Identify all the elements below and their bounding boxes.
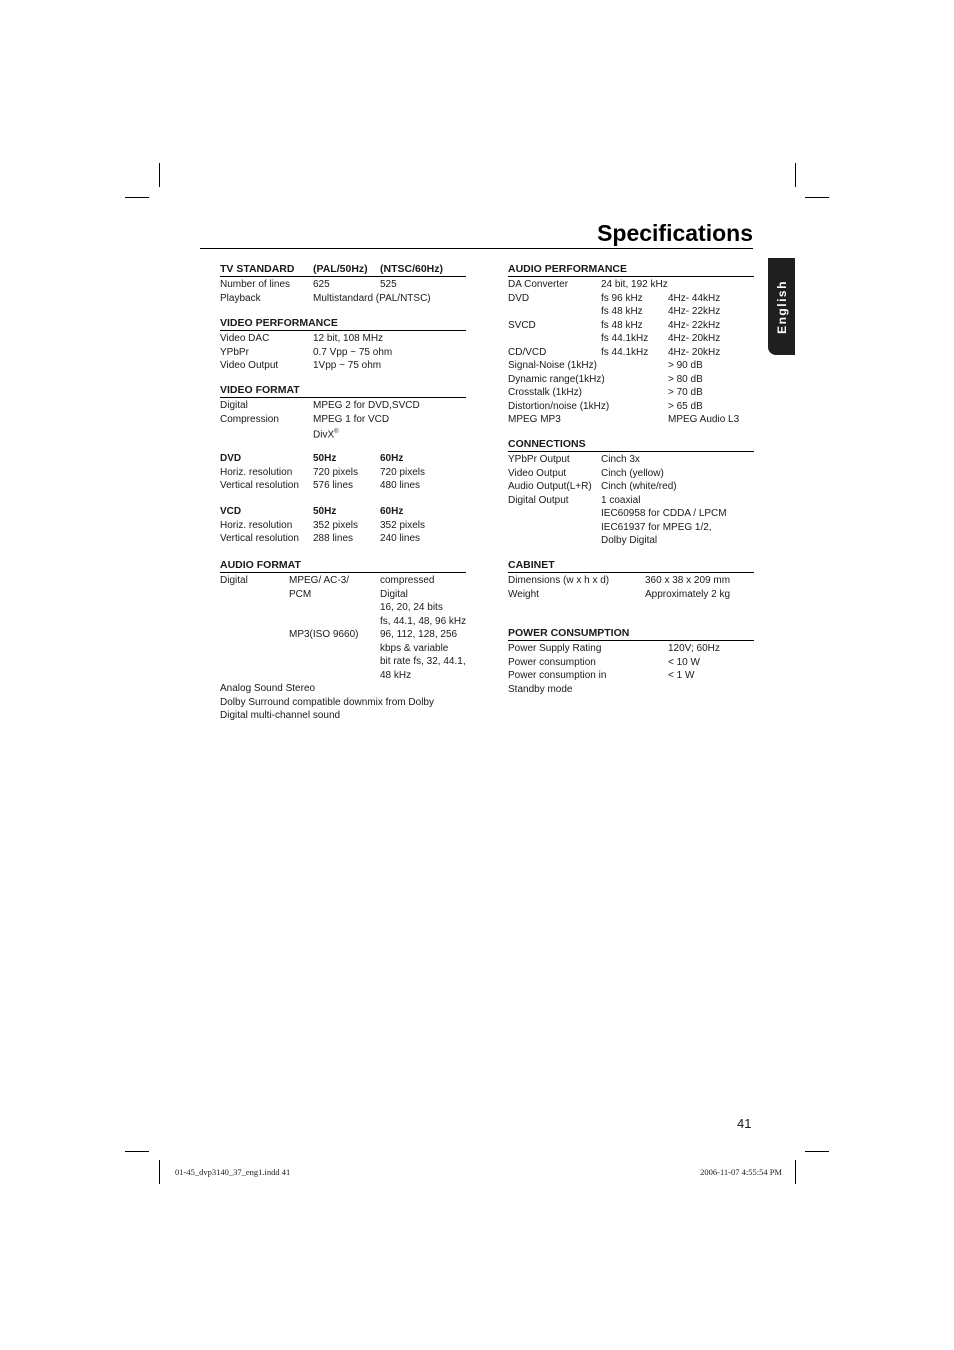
title-rule [200,248,753,249]
table-row [508,305,754,319]
table-row [508,346,754,360]
vcd-section [220,505,466,546]
row-value: 96, 112, 128, 256 [380,629,458,640]
row-label: Video DAC [220,333,270,344]
row-value: PCM [289,588,312,600]
row-value: < 1 W [668,670,695,681]
row-label: Power consumption [508,656,596,668]
row-value: Cinch (white/red) [601,481,677,492]
note-line: Digital multi-channel sound [220,710,341,721]
table-row [508,332,754,346]
row-value: 360 x 38 x 209 mm [645,575,731,586]
table-row [508,413,754,427]
row-value: 352 pixels [313,519,359,531]
table-row [508,574,754,588]
row-value: 4Hz- 22kHz [668,306,721,317]
crop-mark [125,197,149,198]
section-heading: CONNECTIONS [508,438,754,452]
table-row [220,519,466,533]
table-row [220,655,466,669]
row-label: Crosstalk (1kHz) [508,387,582,398]
row-label: Signal-Noise (1kHz) [508,360,597,371]
row-value: 720 pixels [313,466,359,478]
row-label: Vertical resolution [220,533,299,544]
tv-standard-section [220,263,466,305]
row-label: Audio Output(L+R) [508,481,592,492]
row-value [313,426,339,442]
crop-mark [805,1151,829,1152]
row-label: Video Output [508,467,567,479]
table-row [508,480,754,494]
cabinet-rows [508,574,754,601]
row-value: kbps & variable [380,642,449,654]
note-line: Dolby Surround compatible downmix from Dolby [220,696,434,708]
row-value: 16, 20, 24 bits [380,602,443,613]
row-value: 4Hz- 22kHz [668,319,721,331]
vcd-60hz-heading: 60Hz [380,506,404,517]
table-row [508,292,754,306]
table-row [220,479,466,493]
row-label: Number of lines [220,279,291,290]
row-value: fs 44.1kHz [601,346,649,358]
table-row [508,669,754,683]
row-label: SVCD [508,319,536,331]
table-row [508,683,754,697]
row-value: fs 44.1kHz [601,333,649,344]
row-label: Dynamic range(1kHz) [508,373,605,385]
row-value: IEC61937 for MPEG 1/2, [601,521,712,533]
row-value: 24 bit, 192 kHz [601,279,668,290]
tv-standard-heading: TV STANDARD [220,263,295,275]
table-row [220,628,466,642]
table-row [220,615,466,629]
section-heading: VIDEO PERFORMANCE [220,317,466,331]
section-heading: POWER CONSUMPTION [508,627,754,641]
row-label: Vertical resolution [220,480,299,491]
row-value: MPEG 1 for VCD [313,413,390,425]
row-value: 12 bit, 108 MHz [313,333,384,344]
table-row [508,494,754,508]
row-label: Horiz. resolution [220,466,293,478]
row-label: YPbPr [220,346,249,358]
row-value: > 90 dB [668,360,703,371]
dvd-60hz-heading: 60Hz [380,453,404,464]
row-value: > 70 dB [668,387,703,398]
row-label: Digital Output [508,494,569,506]
row-label: CD/VCD [508,346,547,358]
row-value: < 10 W [668,656,700,668]
row-label: Playback [220,292,261,304]
tv-standard-ntsc-heading: (NTSC/60Hz) [380,263,444,275]
table-row [220,642,466,656]
row-value: 240 lines [380,533,421,544]
row-label: Distortion/noise (1kHz) [508,400,610,412]
audio-performance-section [508,263,754,427]
row-value: IEC60958 for CDDA / LPCM [601,508,727,519]
row-label: Power consumption in [508,670,607,681]
table-row [220,292,466,306]
row-label: Weight [508,588,539,600]
cabinet-section [508,559,754,601]
connections-section [508,438,754,548]
power-consumption-section [508,627,754,696]
table-row [508,453,754,467]
page-title: Specifications [597,220,753,246]
dvd-heading: DVD [220,453,242,464]
row-value: fs, 44.1, 48, 96 kHz [380,615,467,627]
table-header-row [220,505,466,519]
table-row [508,642,754,656]
row-value: compressed [380,575,435,586]
table-row [508,400,754,414]
page-number: 41 [737,1116,752,1131]
row-label: Video Output [220,360,279,371]
power-consumption-rows [508,642,754,696]
registered-mark: ® [334,429,339,435]
video-format-section [220,384,466,440]
row-value: fs 48 kHz [601,319,643,331]
row-label: Compression [220,413,279,425]
table-row [220,601,466,615]
row-label: Horiz. resolution [220,519,293,531]
row-value: 4Hz- 20kHz [668,346,721,358]
section-heading: AUDIO FORMAT [220,559,466,573]
row-value: fs 48 kHz [601,306,643,317]
row-value: Digital [380,588,408,600]
table-row [508,656,754,670]
row-value: 525 [380,279,397,290]
vcd-heading: VCD [220,506,242,517]
table-row [508,278,754,292]
table-row [508,521,754,535]
divx-label: DivX [313,429,335,441]
footer-timestamp: 2006-11-07 4:55:54 PM [700,1167,782,1177]
row-label: MPEG MP3 [508,414,561,425]
row-value: 576 lines [313,480,354,491]
table-row [220,359,466,373]
crop-mark [159,163,160,187]
row-value: Dolby Digital [601,535,658,546]
video-performance-section [220,317,466,373]
section-heading: AUDIO PERFORMANCE [508,263,754,277]
row-value: MPEG 2 for DVD,SVCD [313,400,420,411]
table-row [508,359,754,373]
note-line: Analog Sound Stereo [220,683,316,694]
row-value: > 80 dB [668,373,703,385]
table-row [220,332,466,346]
row-value: bit rate fs, 32, 44.1, [380,656,466,667]
row-value: 4Hz- 20kHz [668,333,721,344]
row-value: 288 lines [313,533,354,544]
dvd-section [220,452,466,493]
tv-standard-pal-heading: (PAL/50Hz) [313,263,368,275]
row-value: MP3(ISO 9660) [289,629,359,640]
crop-mark [159,1160,160,1184]
table-row [220,278,466,292]
row-label: Digital [220,400,248,411]
audio-performance-rows [508,278,754,427]
table-row [220,413,466,427]
table-row [220,669,466,683]
row-value: 120V; 60Hz [668,643,720,654]
row-value: 1Vpp ~ 75 ohm [313,360,382,371]
row-value: MPEG/ AC-3/ [289,575,350,586]
row-value: 625 [313,279,330,290]
section-heading: CABINET [508,559,754,573]
table-row [508,386,754,400]
table-row [220,346,466,360]
row-value: 480 lines [380,480,421,491]
row-value: 1 coaxial [601,494,641,506]
language-tab [768,258,795,355]
row-label: Power Supply Rating [508,643,602,654]
row-value: > 65 dB [668,400,703,412]
crop-mark [795,1160,796,1184]
row-value: 4Hz- 44kHz [668,292,721,304]
dvd-50hz-heading: 50Hz [313,453,337,464]
table-row [220,466,466,480]
table-row [220,399,466,413]
connections-rows [508,453,754,548]
table-row [508,534,754,548]
row-value: MPEG Audio L3 [668,414,740,425]
audio-format-rows [220,574,466,682]
table-row [508,467,754,481]
row-label: YPbPr Output [508,454,570,465]
row-label: DA Converter [508,279,569,290]
audio-format-section [220,559,466,723]
section-heading [220,263,466,277]
section-heading: VIDEO FORMAT [220,384,466,398]
table-row [508,319,754,333]
table-row [508,588,754,602]
table-row [508,507,754,521]
table-row [220,574,466,588]
row-value: Cinch 3x [601,454,640,465]
row-value: Approximately 2 kg [645,588,731,600]
footer-file-name: 01-45_dvp3140_37_eng1.indd 41 [175,1167,291,1177]
table-row [220,426,466,440]
table-row [220,532,466,546]
row-label: Standby mode [508,683,573,695]
table-row [220,588,466,602]
crop-mark [805,197,829,198]
vcd-50hz-heading: 50Hz [313,506,337,517]
row-value: Cinch (yellow) [601,467,664,479]
row-label: DVD [508,292,530,304]
crop-mark [125,1151,149,1152]
language-tab-label: English [774,279,789,334]
row-value: fs 96 kHz [601,292,643,304]
row-label: Dimensions (w x h x d) [508,575,610,586]
row-value: Multistandard (PAL/NTSC) [313,292,431,304]
table-row [508,373,754,387]
row-value: 352 pixels [380,519,426,531]
row-value: 720 pixels [380,466,426,478]
row-value: 0.7 Vpp ~ 75 ohm [313,346,393,358]
crop-mark [795,163,796,187]
table-header-row [220,452,466,466]
row-value: 48 kHz [380,669,412,681]
row-label: Digital [220,575,248,586]
